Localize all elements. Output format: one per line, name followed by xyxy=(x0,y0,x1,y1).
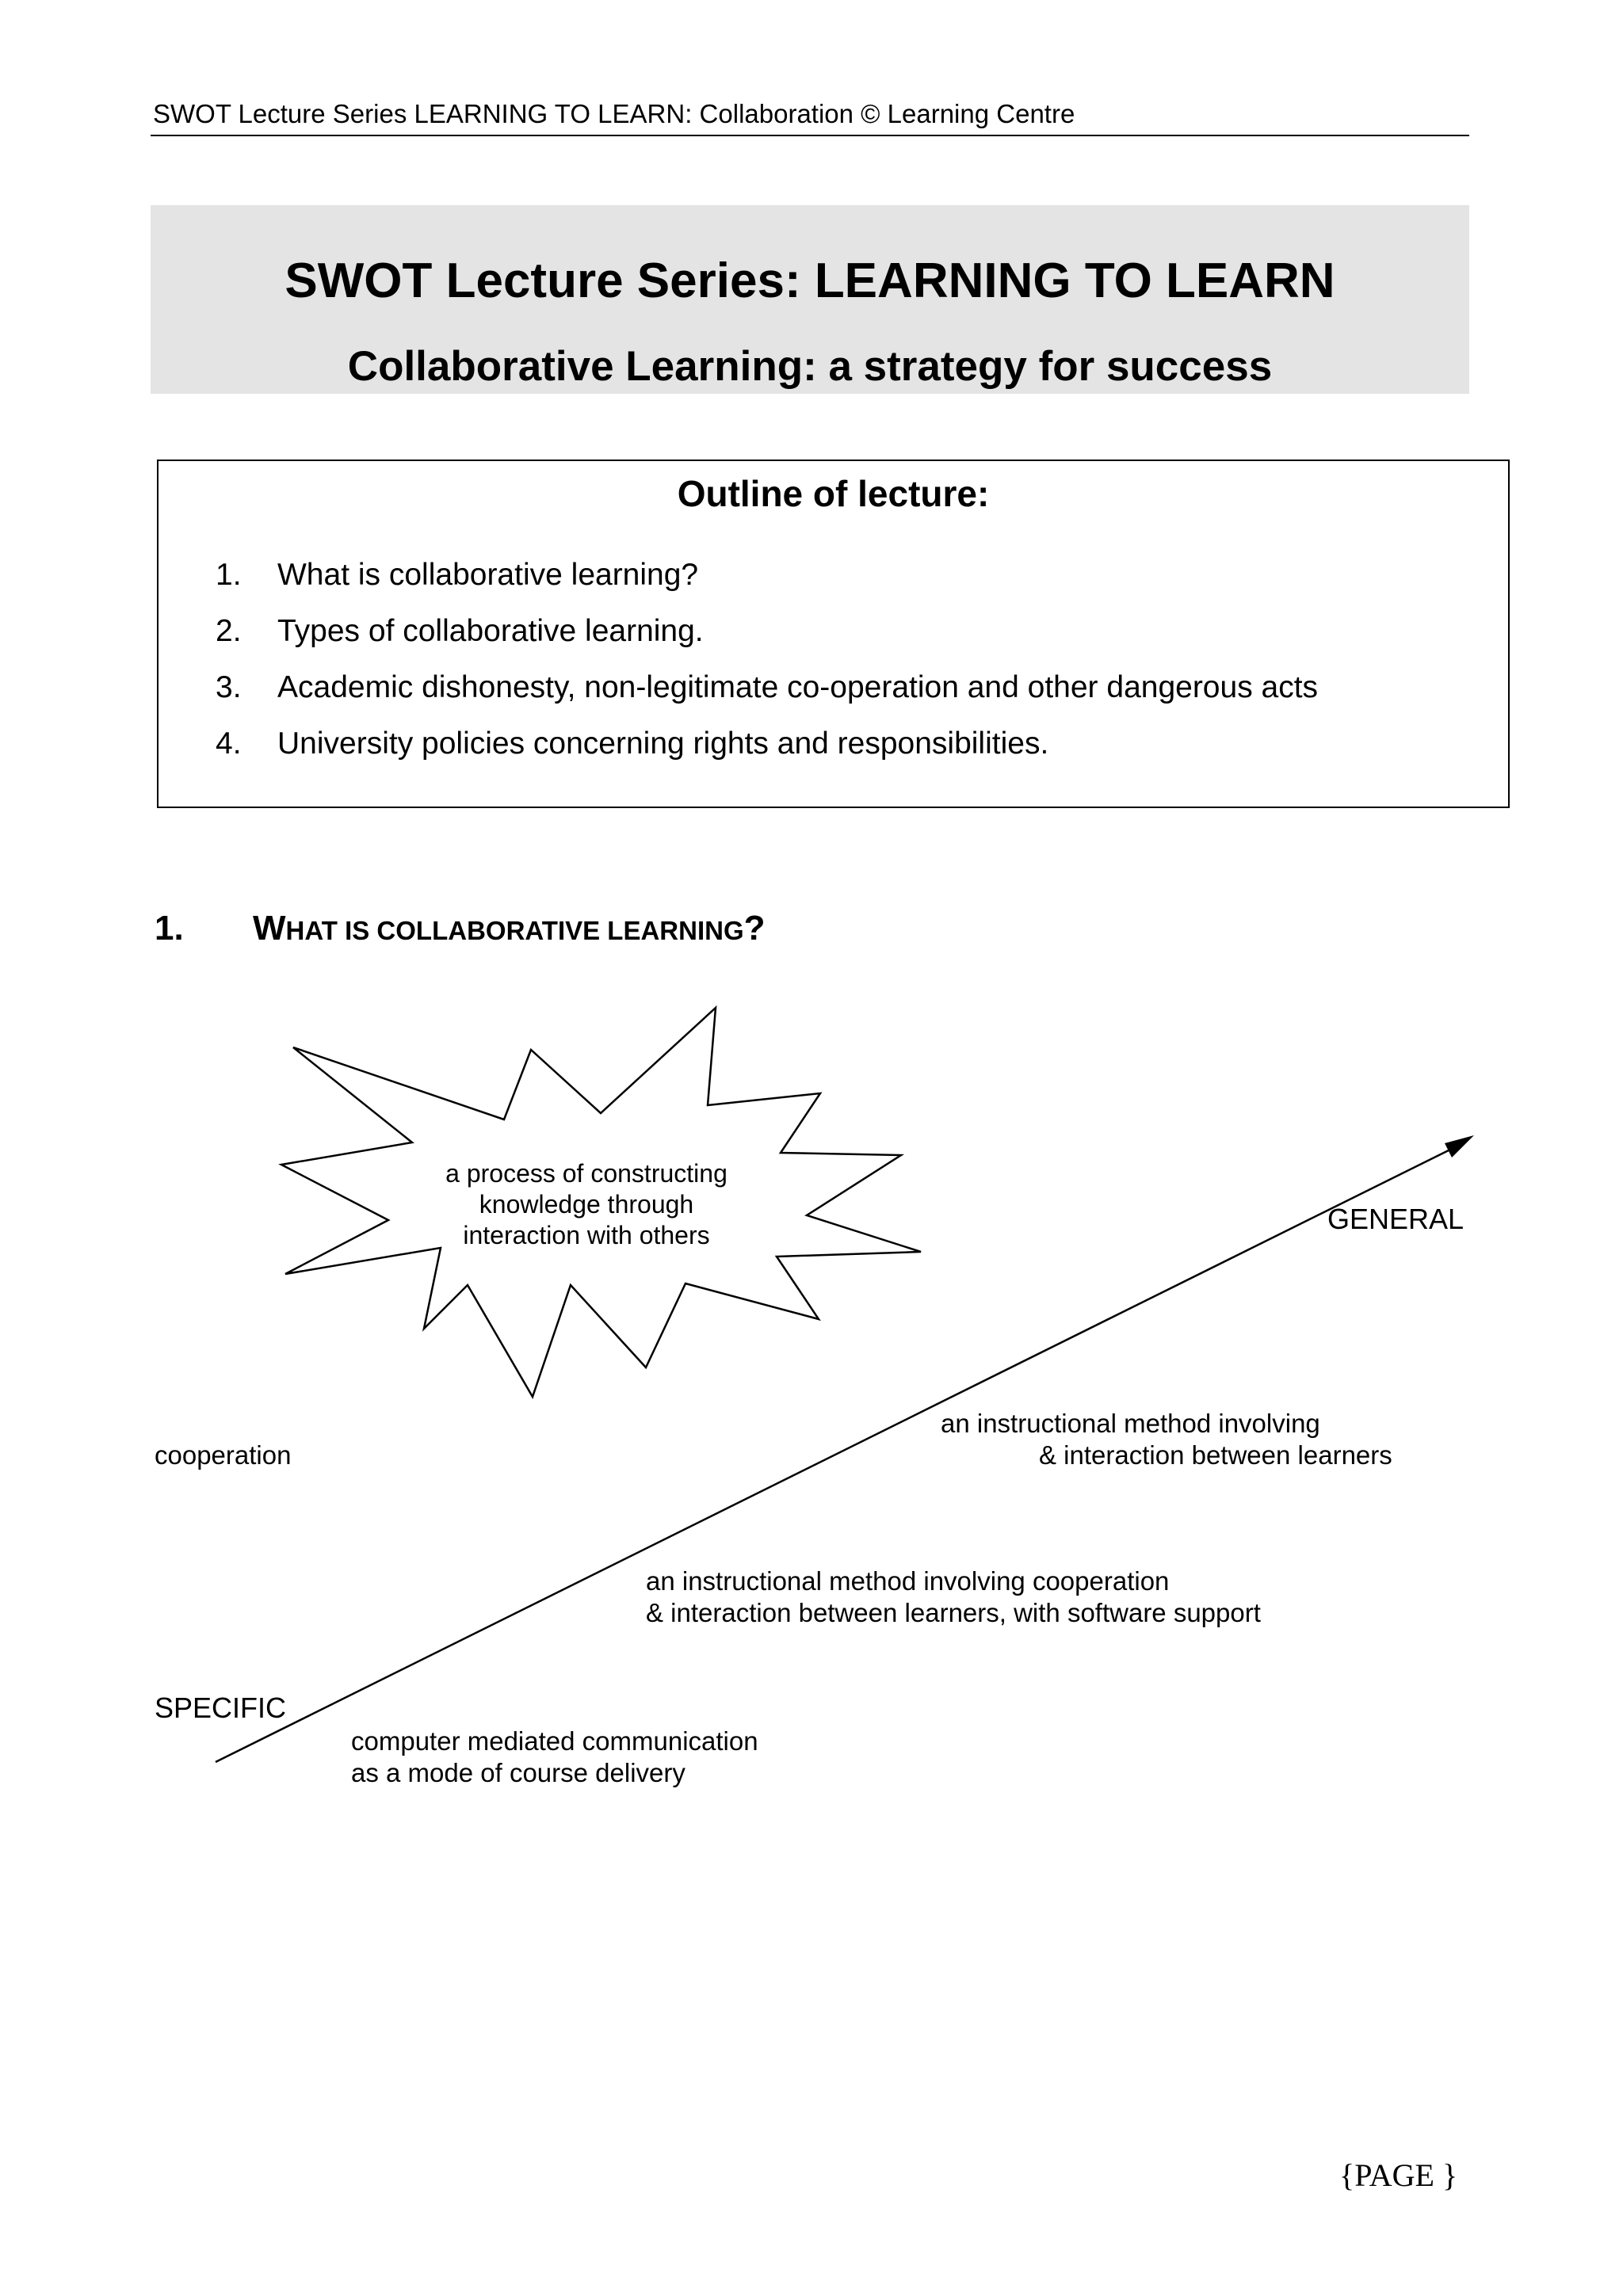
outline-item-number: 3. xyxy=(216,670,242,704)
axis-arrowhead xyxy=(1445,1135,1474,1158)
starburst-line: interaction with others xyxy=(463,1221,710,1249)
cooperation-label: cooperation xyxy=(155,1440,292,1470)
section-heading-initial: W xyxy=(253,909,286,948)
method1-line2: & interaction between learners xyxy=(1039,1440,1392,1470)
starburst-text xyxy=(420,1158,753,1251)
cmc-line1: computer mediated communication xyxy=(351,1726,758,1756)
running-header: SWOT Lecture Series LEARNING TO LEARN: Collaboration © Learning Centre xyxy=(153,99,1075,128)
page-number-field: {PAGE } xyxy=(1339,2157,1458,2193)
starburst-line: knowledge through xyxy=(479,1190,694,1219)
outline-heading: Outline of lecture: xyxy=(677,473,990,514)
outline-item-text: What is collaborative learning? xyxy=(277,558,699,592)
section-number: 1. xyxy=(155,909,184,948)
outline-item-number: 2. xyxy=(216,614,242,648)
method1-line1: an instructional method involving xyxy=(941,1409,1320,1438)
cmc-line2: as a mode of course delivery xyxy=(351,1758,685,1787)
outline-item-text: University policies concerning rights and responsibilities. xyxy=(277,727,1049,761)
starburst-line: a process of constructing xyxy=(445,1159,727,1188)
outline-item-number: 1. xyxy=(216,558,242,592)
method2-line1: an instructional method involving cooperation xyxy=(646,1566,1170,1596)
specific-label: SPECIFIC xyxy=(155,1691,287,1724)
section-heading-rest: HAT IS COLLABORATIVE LEARNING xyxy=(285,916,744,945)
method2-line2: & interaction between learners, with software support xyxy=(646,1598,1261,1627)
outline-item-text: Types of collaborative learning. xyxy=(277,614,704,648)
section-heading-question-mark: ? xyxy=(743,909,766,948)
document-title: SWOT Lecture Series: LEARNING TO LEARN xyxy=(285,254,1335,308)
document-subtitle: Collaborative Learning: a strategy for success xyxy=(347,343,1273,390)
outline-item-number: 4. xyxy=(216,727,242,761)
general-label: GENERAL xyxy=(1327,1203,1465,1235)
outline-item-text: Academic dishonesty, non-legitimate co-operation and other dangerous acts xyxy=(277,670,1319,704)
